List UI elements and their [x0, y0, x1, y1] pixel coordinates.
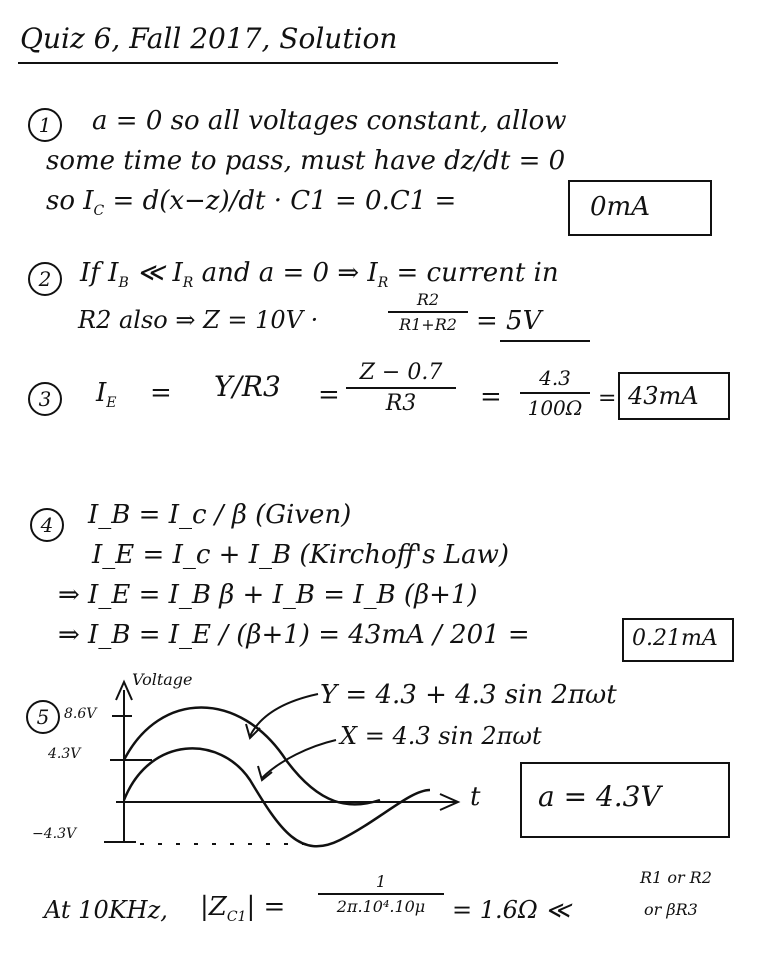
q5-tick-top: 8.6V	[64, 706, 97, 722]
q5-x-equation: X = 4.3 sin 2πωt	[340, 722, 542, 750]
q5-x-pointer	[262, 740, 336, 778]
q4-line4: ⇒ I_B = I_E / (β+1) = 43mA / 201 =	[58, 620, 530, 650]
q3-eq2: =	[318, 380, 340, 410]
question-3-number: 3	[28, 382, 62, 416]
q5-x-curve	[124, 748, 430, 846]
question-2-number: 2	[28, 262, 62, 296]
q4-answer: 0.21mA	[632, 626, 718, 651]
q5-axis-label: Voltage	[132, 670, 193, 689]
footer-frac-den: 2π.10⁴.10μ	[336, 897, 426, 916]
q4-line2: I_E = I_c + I_B (Kirchoff's Law)	[92, 540, 509, 570]
question-5-number: 5	[26, 700, 60, 734]
q2-line2: R2 also ⇒ Z = 10V ·	[78, 306, 319, 334]
footer-impedance: $|Z_{C1}|$ =	[200, 892, 286, 926]
q3-eq3: =	[480, 382, 502, 412]
footer-note-bottom: or βR3	[644, 900, 698, 919]
footer-lead: At 10KHz,	[44, 896, 168, 924]
footer-result: = 1.6Ω ≪	[452, 896, 571, 924]
q3-lhs: $I_E$	[96, 378, 117, 412]
footer-frac-line	[318, 893, 444, 895]
footer-note-top: R1 or R2	[640, 868, 712, 887]
page-title: Quiz 6, Fall 2017, Solution	[20, 22, 398, 55]
q5-x-axis-label: t	[470, 782, 481, 812]
q1-answer: 0mA	[590, 192, 650, 222]
footer-fraction	[318, 872, 444, 916]
q3-frac1-den: R3	[385, 391, 417, 416]
q3-eq4: =	[598, 386, 617, 411]
q5-tick-mid: 4.3V	[48, 746, 81, 762]
q2-frac-den: R1+R2	[399, 315, 457, 334]
q2-result: = 5V	[476, 306, 542, 336]
q5-tick-bottom: −4.3V	[32, 826, 77, 842]
q3-frac2-den: 100Ω	[527, 396, 583, 420]
q2-frac-num: R2	[416, 290, 440, 309]
q3-frac1-num: Z − 0.7	[359, 360, 443, 385]
question-4-number: 4	[30, 508, 64, 542]
q3-eq1: =	[150, 378, 172, 408]
q3-frac2-num: 4.3	[539, 366, 571, 390]
q1-line1: a = 0 so all voltages constant, allow	[92, 106, 567, 136]
q4-line3: ⇒ I_E = I_B β + I_B = I_B (β+1)	[58, 580, 478, 610]
q5-x-pointer-head	[258, 766, 272, 780]
q4-line1: I_B = I_c / β (Given)	[88, 500, 352, 530]
footer-frac-num: 1	[375, 872, 387, 891]
q1-line2: some time to pass, must have dz/dt = 0	[46, 146, 566, 176]
q5-answer: a = 4.3V	[538, 780, 661, 813]
q3-y-over-r3: Y/R3	[214, 370, 281, 403]
q2-line1: If $I_B$ ≪ $I_R$ and a = 0 ⇒ $I_R$ = current in	[80, 258, 559, 292]
question-1-number: 1	[28, 108, 62, 142]
q1-line3: so $I_C = d(x-z)/dt \cdot C1 = 0.C1$ =	[46, 186, 457, 220]
q5-y-equation: Y = 4.3 + 4.3 sin 2πωt	[320, 680, 617, 710]
q3-answer: 43mA	[628, 382, 699, 410]
